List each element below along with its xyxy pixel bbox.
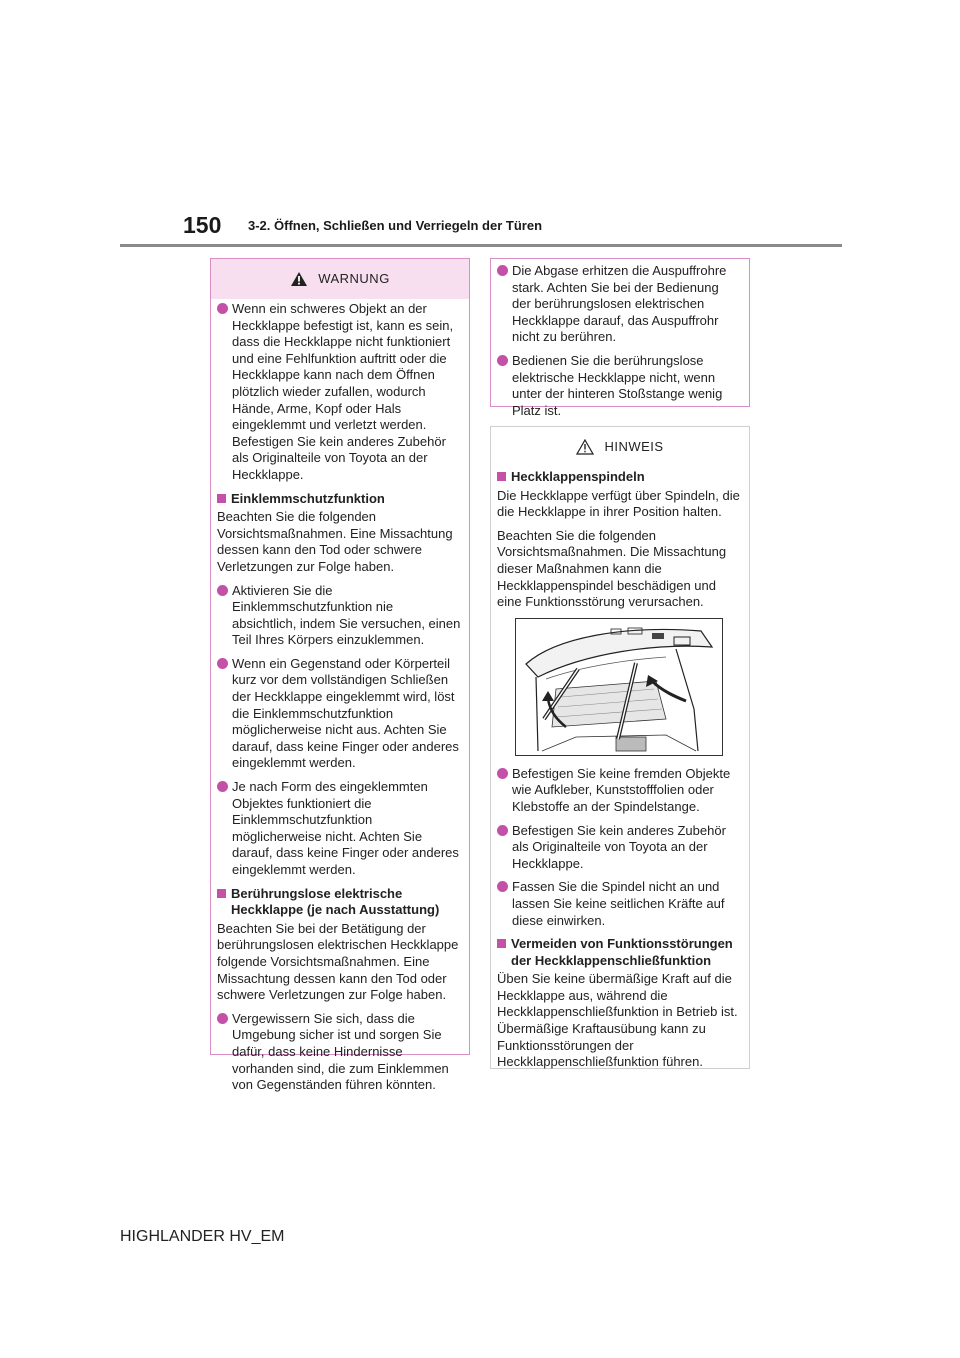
page-number: 150 <box>183 212 222 238</box>
warning-continuation-box <box>490 258 750 418</box>
list-item: Befestigen Sie kein anderes Zubehör als Originalteile von Toyota an der Heckklappe. <box>497 823 741 873</box>
bullet-icon <box>497 768 508 779</box>
list-item: Je nach Form des eingeklemmten Objektes funktioniert die Einklemmschutzfunktion möglicherweise nicht. Achten Sie darauf, dass keine Finger oder anderes eingeklemmt werden. <box>217 779 461 879</box>
bullet-icon <box>217 658 228 669</box>
list-item: Wenn ein schweres Objekt an der Heckklappe befestigt ist, kann es sein, dass die Heckklappe nicht funktioniert und eine Fehlfunktion auftritt oder die Heckklappe kann nach dem Öffnen plötzlich wieder zufallen, wodurch Hände, Arme, Kopf oder Hals eingeklemmt und verletzt werden. Befestigen Sie kein anderes Zubehör als Originalteile von Toyota an der Heckklappe. <box>217 301 461 484</box>
bullet-icon <box>497 881 508 892</box>
bullet-icon <box>497 355 508 366</box>
notice-title: HINWEIS <box>604 438 664 454</box>
square-bullet-icon <box>217 494 226 503</box>
list-item: Bedienen Sie die berührungslose elektrische Heckklappe nicht, wenn unter der hinteren Stoßstange wenig Platz ist. <box>497 353 741 419</box>
square-bullet-icon <box>497 939 506 948</box>
square-bullet-icon <box>497 472 506 481</box>
paragraph: Beachten Sie die folgenden Vorsichtsmaßnahmen. Die Missachtung dieser Maßnahmen kann die Heckklappenspindel beschädigen und eine Funktionsstörung verursachen. <box>497 527 727 610</box>
subheading: Einklemmschutzfunktion <box>217 491 461 508</box>
subheading: Vermeiden von Funktionsstörungen der Heckklappenschließfunktion <box>497 936 741 969</box>
paragraph: Beachten Sie die folgenden Vorsichtsmaßnahmen. Eine Missachtung dessen kann den Tod oder schwere Verletzungen zur Folge haben. <box>217 509 453 574</box>
caution-triangle-icon <box>576 439 594 455</box>
bullet-icon <box>497 265 508 276</box>
paragraph: Die Heckklappe verfügt über Spindeln, die die Heckklappe in ihrer Position halten. <box>497 487 740 520</box>
warning-triangle-icon <box>290 271 308 287</box>
paragraph: Üben Sie keine übermäßige Kraft auf die Heckklappe aus, während die Heckklappenschließfunktion in Betrieb ist. Übermäßige Kraftausübung kann zu Funktionsstörungen der Heckklappenschließfunktion führen. <box>497 971 738 1070</box>
paragraph: Beachten Sie bei der Betätigung der berührungslosen elektrischen Heckklappe folgende Vorsichtsmaßnahmen. Eine Missachtung dessen kann den Tod oder schwere Verletzungen zur Folge haben. <box>217 920 459 1003</box>
header-divider <box>120 244 842 247</box>
notice-box <box>490 426 750 1069</box>
bullet-icon <box>497 825 508 836</box>
warning-box <box>210 258 470 1093</box>
section-title: 3-2. Öffnen, Schließen und Verriegeln der Türen <box>248 218 543 233</box>
tailgate-drawing <box>516 619 722 755</box>
square-bullet-icon <box>217 889 226 898</box>
warning-title: WARNUNG <box>318 270 390 286</box>
list-item: Die Abgase erhitzen die Auspuffrohre stark. Achten Sie bei der Bedienung der berührungslosen elektrischen Heckklappe darauf, das Auspuffrohr nicht zu berühren. <box>497 263 741 346</box>
bullet-icon <box>217 585 228 596</box>
warning-box-header <box>211 259 469 299</box>
bullet-icon <box>217 781 228 792</box>
list-item: Vergewissern Sie sich, dass die Umgebung sicher ist und sorgen Sie dafür, dass keine Hindernisse vorhanden sind, die zum Einklemmen von Gegenständen führen könnten. <box>217 1011 461 1094</box>
tailgate-strut-illustration <box>515 618 723 756</box>
list-item: Wenn ein Gegenstand oder Körperteil kurz vor dem vollständigen Schließen der Heckklappe eingeklemmt wird, löst die Einklemmschutzfunktion möglicherweise nicht aus. Achten Sie darauf, dass keine Finger oder anderes eingeklemmt werden. <box>217 656 461 772</box>
list-item: Aktivieren Sie die Einklemmschutzfunktion nie absichtlich, indem Sie versuchen, einen Teil Ihres Körpers einzuklemmen. <box>217 583 461 649</box>
footer-model: HIGHLANDER HV_EM <box>120 1228 285 1245</box>
notice-box-header <box>491 427 749 467</box>
list-item: Fassen Sie die Spindel nicht an und lassen Sie keine seitlichen Kräfte auf diese einwirken. <box>497 879 741 929</box>
subheading: Berührungslose elektrische Heckklappe (je nach Ausstattung) <box>217 886 461 919</box>
subheading: Heckklappenspindeln <box>497 469 741 486</box>
list-item: Befestigen Sie keine fremden Objekte wie Aufkleber, Kunststofffolien oder Klebstoffe an der Spindelstange. <box>497 766 741 816</box>
bullet-icon <box>217 1013 228 1024</box>
bullet-icon <box>217 303 228 314</box>
